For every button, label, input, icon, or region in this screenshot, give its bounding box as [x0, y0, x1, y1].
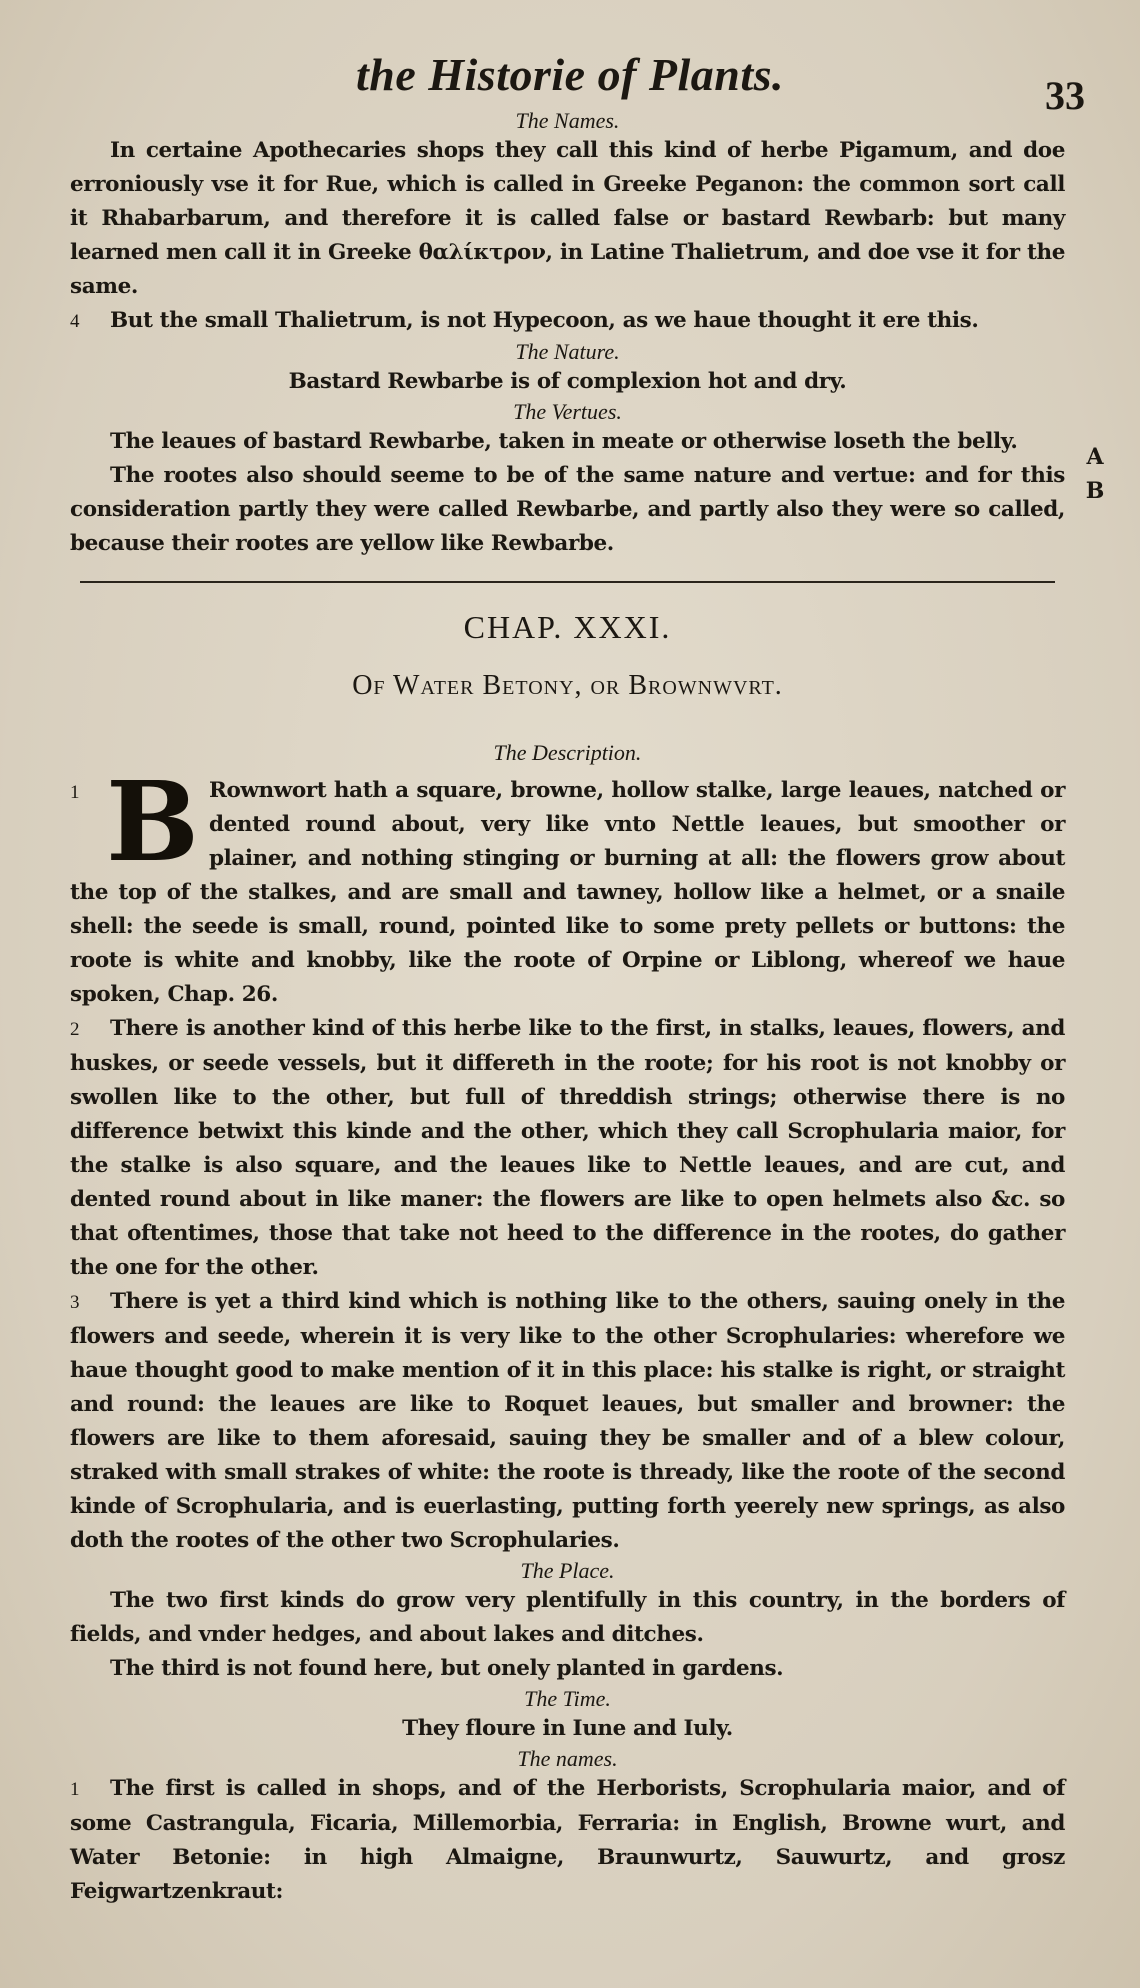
margin-letter-b: B	[1085, 478, 1105, 504]
names2-heading: The names.	[517, 1746, 618, 1771]
margin-letters	[1080, 440, 1110, 508]
item-4-number: 4	[70, 311, 80, 332]
time-heading: The Time.	[524, 1686, 611, 1711]
page-body	[70, 108, 1065, 1909]
item-4	[70, 304, 1065, 339]
running-title: the Historie of Plants.	[355, 49, 785, 100]
page-number: 33	[1045, 73, 1085, 118]
drop-cap: B	[106, 757, 199, 886]
description-3-text: There is yet a third kind which is nothing like to the others, sauing onely in the flowers and seede, wherein it is very like to the other Scrophularies: wherefore we haue thought good to make mention of it in this place: his stalke is right, or straight and round: the leaues are like to Roquet leaues, but smaller and browner: the flowers are like to them aforesaid, sauing they be smaller and of a blew colour, straked with small strakes of white: the roote is thready, like the roote of the second kinde of Scrophularia, and is euerlasting, putting forth yeerely new springs, as also doth the rootes of the other two Scrophularies.	[70, 1289, 1065, 1553]
description-paragraph-3	[70, 1285, 1065, 1558]
nature-heading: The Nature.	[515, 339, 620, 364]
vertues-heading: The Vertues.	[513, 399, 622, 424]
chapter-title: Of Water Betony, or Brownwvrt.	[352, 670, 783, 701]
names-heading: The Names.	[515, 108, 620, 133]
names2-1-number: 1	[70, 1779, 80, 1800]
margin-letter-a: A	[1086, 444, 1104, 470]
section-divider	[80, 581, 1055, 583]
place-paragraph-1: The two first kinds do grow very plentifully in this country, in the borders of fields, and vnder hedges, and about lakes and ditches.	[70, 1588, 1065, 1647]
place-paragraph-2: The third is not found here, but onely planted in gardens.	[110, 1656, 784, 1681]
time-text: They floure in Iune and Iuly.	[402, 1716, 733, 1741]
names-paragraph: In certaine Apothecaries shops they call this kind of herbe Pigamum, and doe erroniously vse it for Rue, which is called in Greeke Peganon: the common sort call it Rhabarbarum, and therefore it is called false or bastard Rewbarb: but many learned men call it in Greeke θαλίκτρον, in Latine Thalietrum, and doe vse it for the same.	[70, 138, 1065, 299]
vertues-paragraph-2: The rootes also should seeme to be of the same nature and vertue: and for this consideration partly they were called Rewbarbe, and partly also they were so called, because their rootes are yellow like Rewbarbe.	[70, 463, 1065, 556]
description-2-text: There is another kind of this herbe like to the first, in stalks, leaues, flowers, and huskes, or seede vessels, but it differeth in the roote; for his root is not knobby or swollen like to the other, but full of threddish strings; otherwise there is no difference betwixt this kinde and the other, which they call Scrophularia maior, for the stalke is also square, and the leaues like to Nettle leaues, and are cut, and dented round about in like maner: the flowers are like to open helmets also &c. so that oftentimes, those that take not heed to the difference in the rootes, do gather the one for the other.	[70, 1016, 1065, 1280]
description-1-text: Rownwort hath a square, browne, hollow stalke, large leaues, natched or dented round about, very like vnto Nettle leaues, but smoother or plainer, and nothing stinging or burning at all: the flowers grow about the top of the stalkes, and are small and tawney, hollow like a helmet, or a snaile shell: the seede is small, round, pointed like to some prety pellets or buttons: the roote is white and knobby, like the roote of Orpine or Liblong, whereof we haue spoken, Chap. 26.	[70, 778, 1065, 1007]
vertues-paragraph-1: The leaues of bastard Rewbarbe, taken in meate or otherwise loseth the belly.	[110, 429, 1018, 454]
names2-paragraph-1	[70, 1772, 1065, 1909]
nature-text: Bastard Rewbarbe is of complexion hot and dry.	[288, 369, 847, 394]
names2-1-text: The first is called in shops, and of the Herborists, Scrophularia maior, and of some Castrangula, Ficaria, Millemorbia, Ferraria: in English, Browne wurt, and Water Betonie: in high Almaigne, Braunwurtz, Sauwurtz, and grosz Feigwartzenkraut:	[70, 1776, 1065, 1904]
item-4-text: But the small Thalietrum, is not Hypecoon, as we haue thought it ere this.	[110, 308, 979, 333]
description-paragraph-1	[70, 757, 1065, 1012]
place-heading: The Place.	[520, 1558, 615, 1583]
description-2-number: 2	[70, 1019, 80, 1040]
description-3-number: 3	[70, 1292, 80, 1313]
description-paragraph-2	[70, 1012, 1065, 1285]
description-heading: The Description.	[493, 740, 642, 765]
description-1-number: 1	[70, 782, 80, 803]
chapter-number: CHAP. XXXI.	[463, 609, 672, 645]
